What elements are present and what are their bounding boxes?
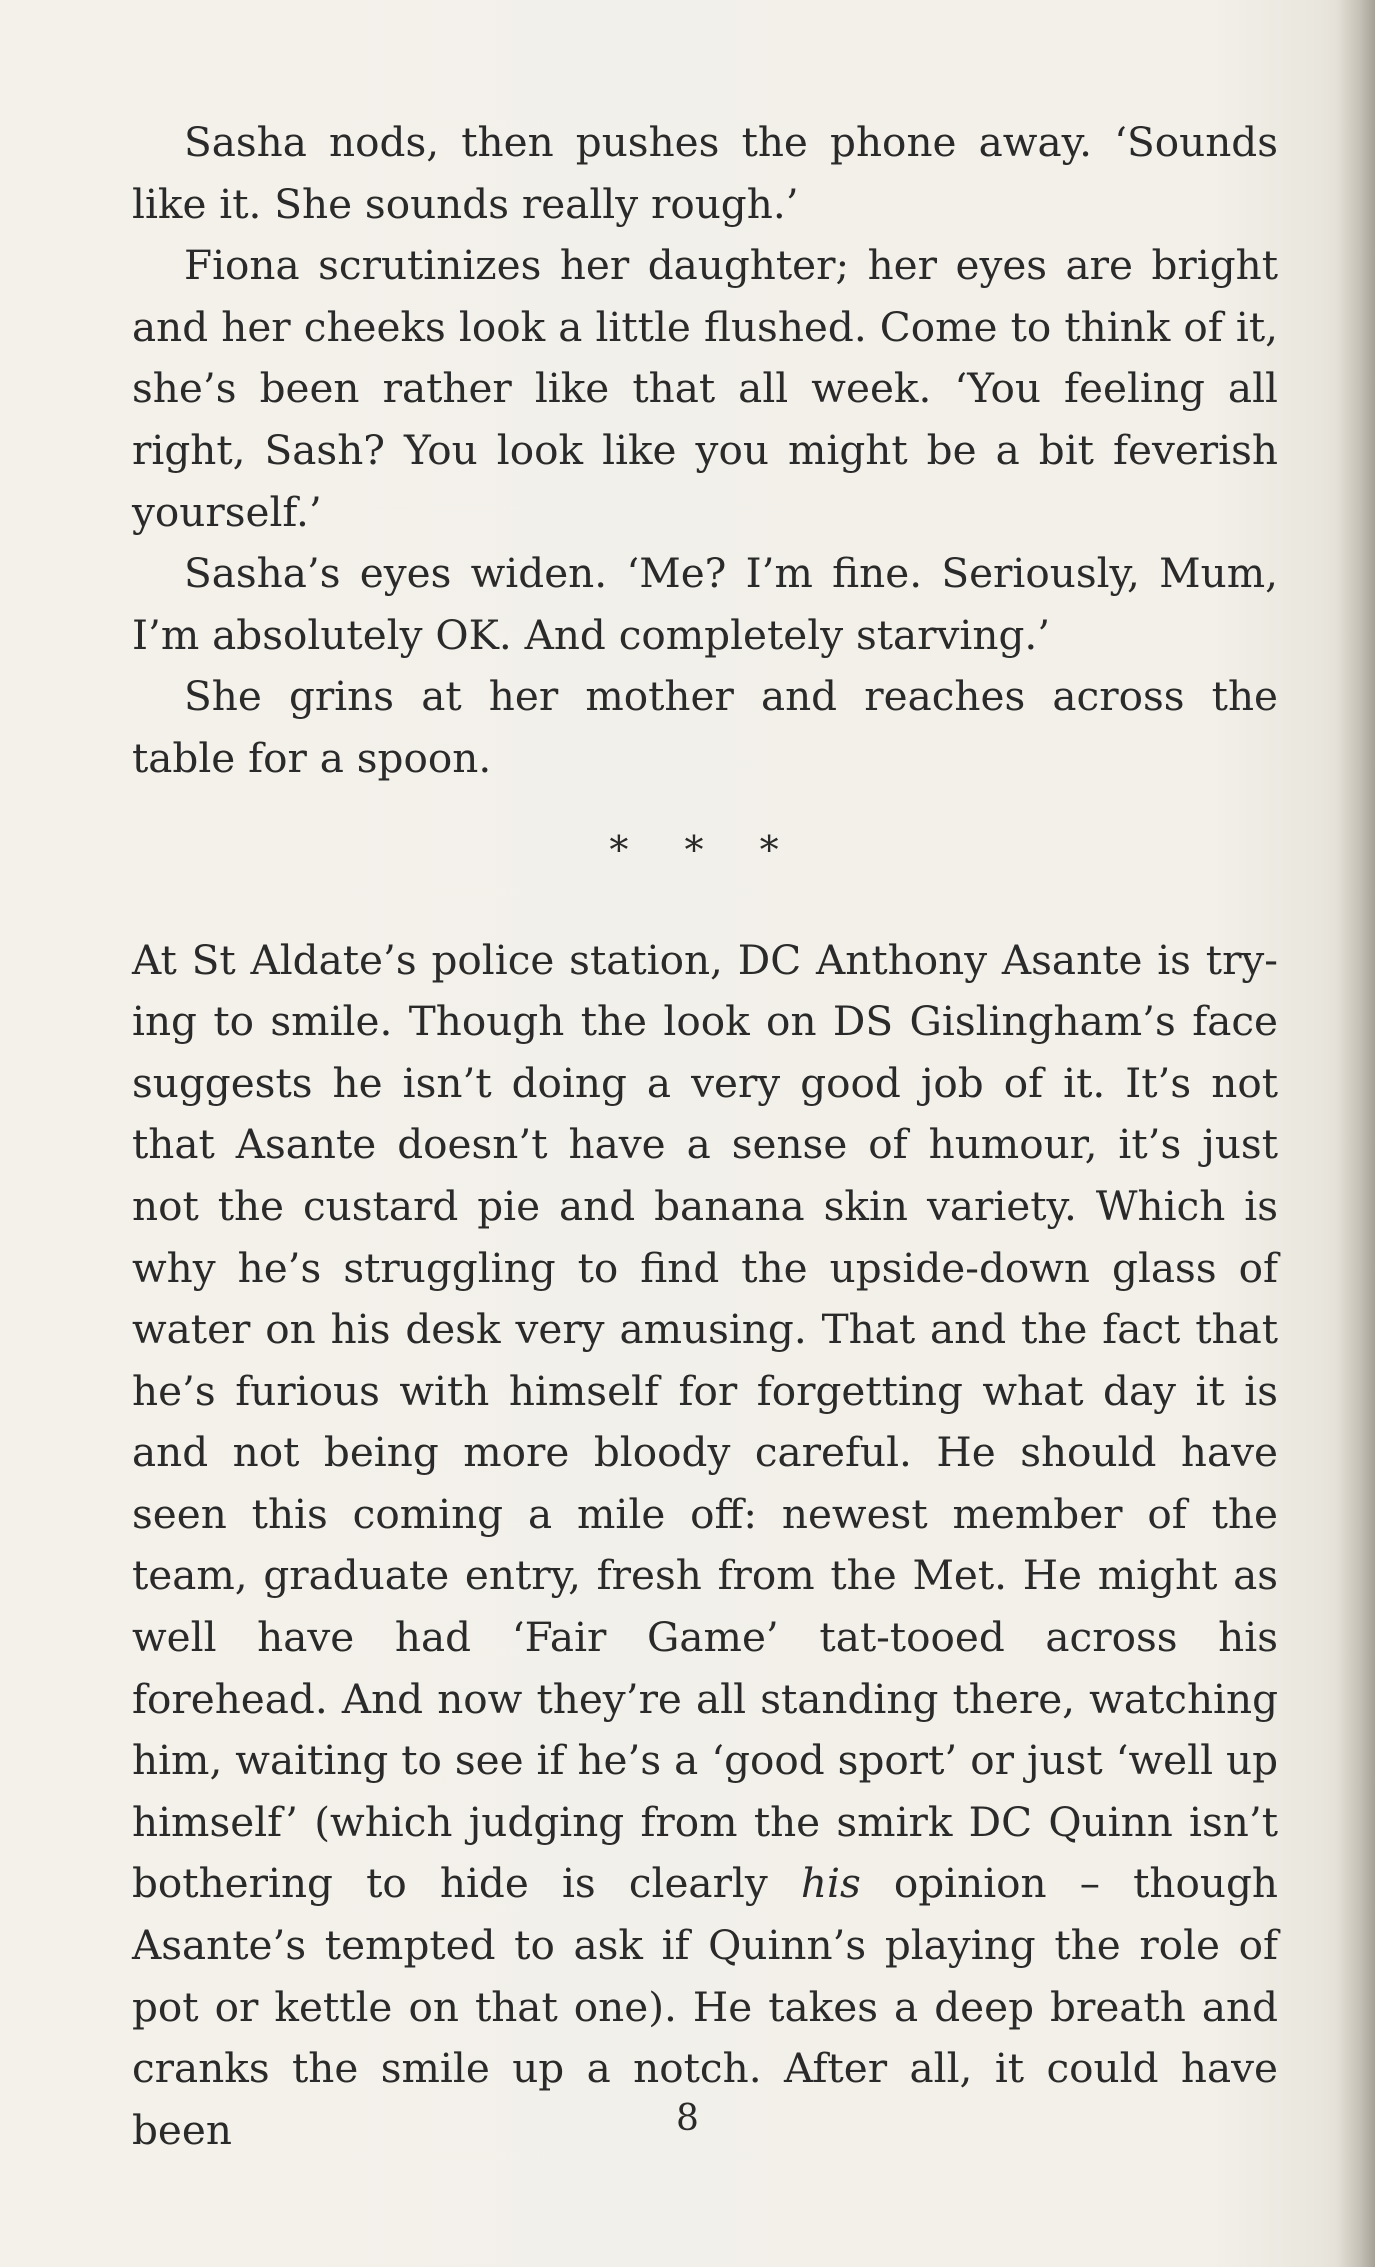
- emphasis-word: his: [800, 1859, 861, 1908]
- paragraph-1: Sasha nods, then pushes the phone away. ‘Sounds like it. She sounds really rough.’: [132, 118, 1278, 228]
- paragraph-3: Sasha’s eyes widen. ‘Me? I’m fine. Seriously, Mum, I’m absolutely OK. And completely starving.’: [132, 549, 1278, 659]
- paragraph-2: Fiona scrutinizes her daughter; her eyes are bright and her cheeks look a little flushed. Come to think of it, she’s been rather like that all week. ‘You feeling all right, Sash? You look like you might be a bit feverish yourself.’: [132, 241, 1278, 536]
- paragraph-5-text-b: opinion – though Asante’s tempted to ask if Quinn’s playing the role of pot or kettle on that one). He takes a deep breath and cranks the smile up a notch. After all, it could have been: [132, 1859, 1278, 2154]
- paragraph-5: [132, 930, 1278, 2162]
- paragraph-5-text-a: At St Aldate’s police station, DC Anthony Asante is try-ing to smile. Though the look on DS Gislingham’s face suggests he isn’t doing a very good job of it. It’s not that Asante doesn’t have a sense of humour, it’s just not the custard pie and banana skin variety. Which is why he’s struggling to find the upside-down glass of water on his desk very amusing. That and the fact that he’s furious with himself for forgetting what day it is and not being more bloody careful. He should have seen this coming a mile off: newest member of the team, graduate entry, fresh from the Met. He might as well have had ‘Fair Game’ tat-tooed across his forehead. And now they’re all standing there, watching him, waiting to see if he’s a ‘good sport’ or just ‘well up himself’ (which judging from the smirk DC Quinn isn’t bothering to hide is clearly: [132, 935, 1278, 1908]
- page-edge-shadow: [1337, 0, 1375, 2267]
- paragraph-4: She grins at her mother and reaches across the table for a spoon.: [132, 672, 1278, 782]
- body-text: [132, 112, 1278, 2161]
- section-break: * * *: [609, 827, 801, 872]
- page-number: 8: [676, 2098, 699, 2139]
